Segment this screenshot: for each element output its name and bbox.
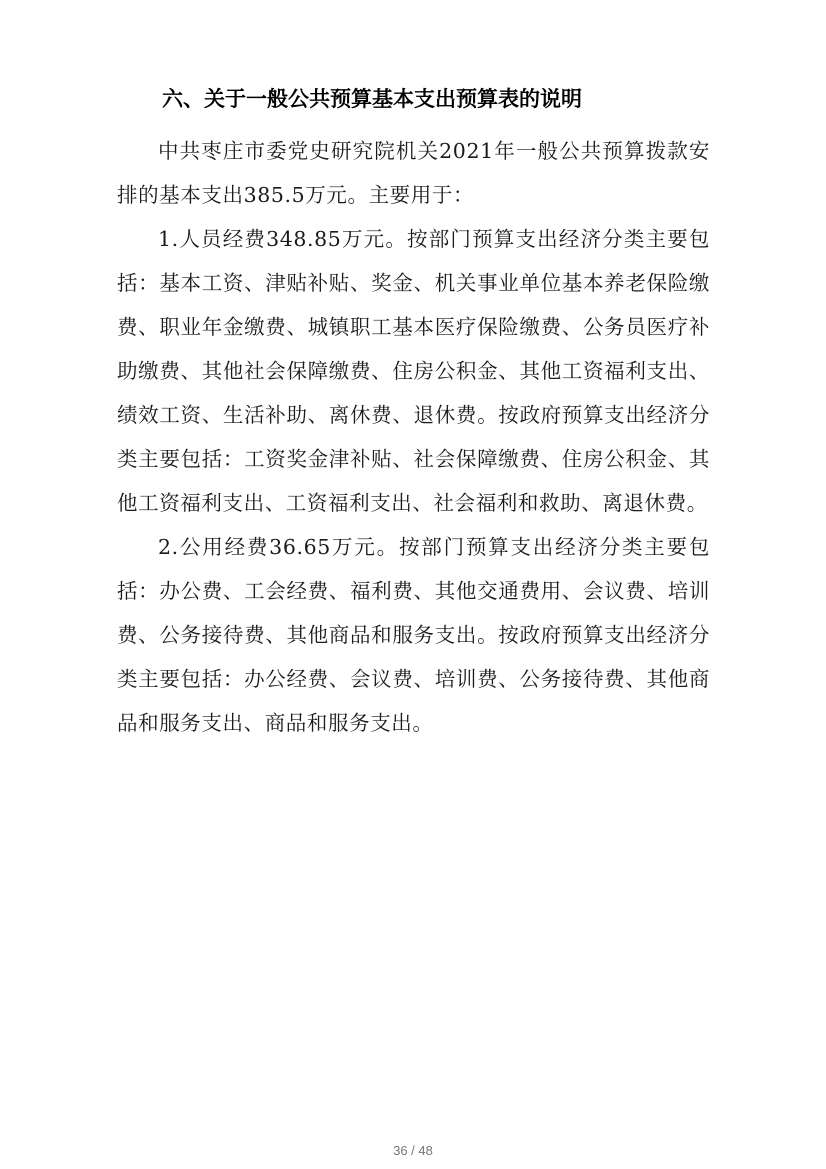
paragraph-personnel-expenses: 1.人员经费348.85万元。按部门预算支出经济分类主要包括：基本工资、津贴补贴、奖金、机关事业单位基本养老保险缴费、职业年金缴费、城镇职工基本医疗保险缴费、公务员医疗补助缴费、其他社会保障缴费、住房公积金、其他工资福利支出、绩效工资、生活补助、离休费、退休费。按政府预算支出经济分类主要包括：工资奖金津补贴、社会保障缴费、住房公积金、其他工资福利支出、工资福利支出、社会福利和救助、离退休费。 xyxy=(117,227,710,515)
paragraph-summary: 中共枣庄市委党史研究院机关2021年一般公共预算拨款安排的基本支出385.5万元。主要用于： xyxy=(117,139,710,207)
paragraph-public-expenses: 2.公用经费36.65万元。按部门预算支出经济分类主要包括：办公费、工会经费、福利费、其他交通费用、会议费、培训费、公务接待费、其他商品和服务支出。按政府预算支出经济分类主要包括：办公经费、会议费、培训费、公务接待费、其他商品和服务支出、商品和服务支出。 xyxy=(117,535,710,735)
section-heading: 六、关于一般公共预算基本支出预算表的说明 xyxy=(162,87,582,111)
page-number: 36 / 48 xyxy=(393,1143,433,1158)
document-body xyxy=(117,129,710,745)
